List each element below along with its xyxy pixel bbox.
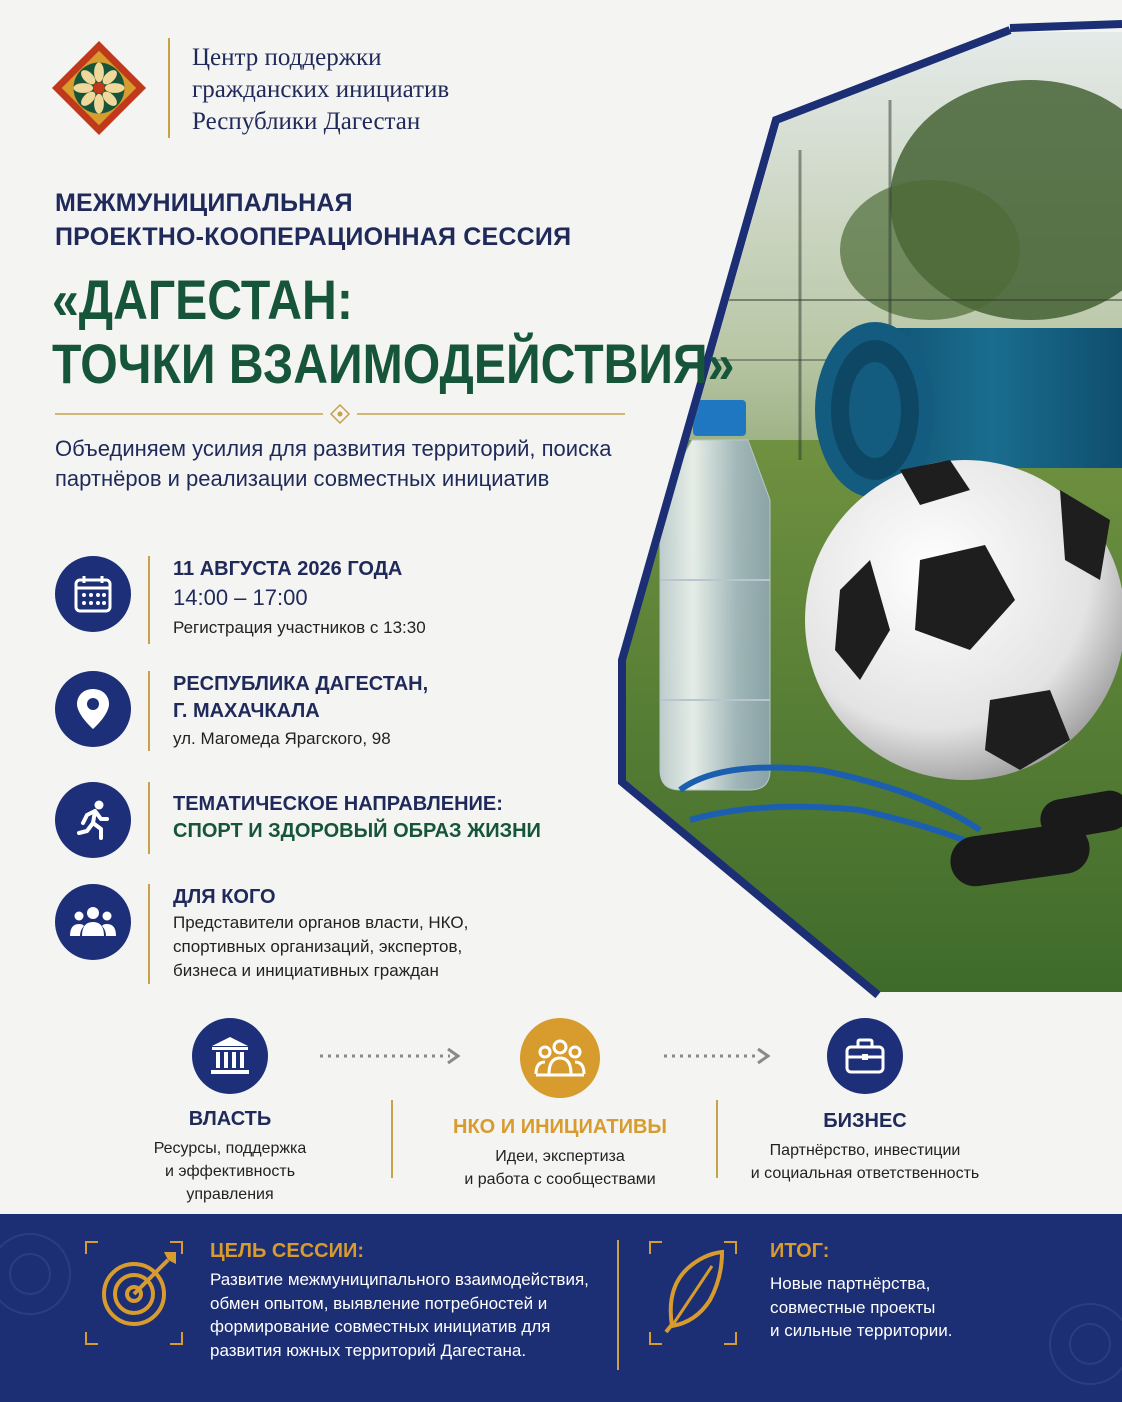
time-text: 14:00 – 17:00 (173, 585, 308, 610)
target-icon (98, 1248, 180, 1332)
location-pin-icon (55, 671, 131, 747)
registration-text: Регистрация участников с 13:30 (173, 618, 426, 637)
info-audience (55, 884, 635, 989)
desc-line: и эффективность (164, 1163, 296, 1180)
org-logo (50, 38, 148, 138)
stakeholder-desc (420, 1145, 700, 1191)
info-audience-text (173, 884, 633, 983)
goal-line: развития южных территорий Дагестана. (210, 1340, 527, 1360)
stakeholder-title: БИЗНЕС (823, 1110, 907, 1132)
stakeholder-business (730, 1018, 1000, 1185)
calendar-icon (55, 556, 131, 632)
org-name-line: Республики Дагестан (192, 108, 421, 135)
event-lead: Объединяем усилия для развития территорий, поиска партнёров и реализации совместных инициатив (55, 436, 612, 491)
desc-line: и работа с сообществами (464, 1171, 656, 1188)
result-title: ИТОГ: (770, 1240, 830, 1262)
info-date (55, 556, 635, 646)
logo-divider (168, 38, 170, 138)
stakeholder-divider (716, 1100, 718, 1178)
info-place-text (173, 671, 633, 751)
goal-title: ЦЕЛЬ СЕССИИ: (210, 1240, 364, 1262)
theme-label: ТЕМАТИЧЕСКОЕ НАПРАВЛЕНИЕ: (173, 793, 503, 815)
info-divider (148, 782, 150, 854)
stakeholder-desc (730, 1139, 1000, 1185)
community-group-icon (520, 1018, 600, 1098)
info-date-text (173, 556, 633, 640)
stakeholder-title: НКО И ИНИЦИАТИВЫ (453, 1116, 667, 1138)
subtitle-line: ПРОЕКТНО-КООПЕРАЦИОННАЯ СЕССИЯ (55, 223, 572, 251)
stakeholder-divider (391, 1100, 393, 1178)
info-theme (55, 782, 635, 872)
desc-line: и социальная ответственность (750, 1165, 980, 1182)
stakeholder-title: ВЛАСТЬ (188, 1108, 272, 1130)
government-building-icon (192, 1018, 268, 1094)
goal-line: Развитие межмуниципального взаимодействия, (210, 1270, 589, 1289)
place-line2: Г. МАХАЧКАЛА (173, 700, 320, 722)
result-text (770, 1272, 952, 1343)
desc-line: Идеи, экспертиза (495, 1148, 625, 1165)
audience-line: спортивных организаций, экспертов, (173, 937, 463, 956)
goal-text (210, 1268, 589, 1362)
org-name (192, 42, 449, 138)
band-divider (617, 1240, 619, 1370)
goal-line: обмен опытом, выявление потребностей и (210, 1293, 548, 1313)
stakeholder-desc (120, 1137, 340, 1206)
event-title (52, 268, 734, 396)
result-line: совместные проекты (770, 1297, 936, 1317)
info-divider (148, 884, 150, 984)
stakeholder-ngo (420, 1018, 700, 1191)
theme-value: СПОРТ И ЗДОРОВЫЙ ОБРАЗ ЖИЗНИ (173, 820, 541, 842)
info-place (55, 671, 635, 761)
subtitle-line: МЕЖМУНИЦИПАЛЬНАЯ (55, 189, 353, 217)
result-line: и сильные территории. (770, 1321, 953, 1340)
desc-line: управления (186, 1186, 274, 1203)
audience-label: ДЛЯ КОГО (173, 886, 276, 908)
place-line1: РЕСПУБЛИКА ДАГЕСТАН, (173, 673, 429, 695)
briefcase-icon (827, 1018, 903, 1094)
running-person-icon (55, 782, 131, 858)
date-text: 11 АВГУСТА 2026 ГОДА (173, 558, 403, 580)
event-subtitle (55, 186, 571, 254)
info-divider (148, 671, 150, 751)
address-text: ул. Магомеда Ярагского, 98 (173, 729, 391, 748)
info-divider (148, 556, 150, 644)
audience-line: Представители органов власти, НКО, (173, 913, 469, 932)
info-theme-text (173, 791, 633, 845)
stakeholder-government (120, 1018, 340, 1206)
org-name-line: Центр поддержки (192, 44, 382, 71)
result-line: Новые партнёрства, (770, 1274, 931, 1293)
ornament-divider (55, 404, 625, 424)
title-line: «ДАГЕСТАН: (52, 268, 353, 331)
desc-line: Ресурсы, поддержка (153, 1140, 307, 1157)
people-group-icon (55, 884, 131, 960)
leaf-icon (662, 1248, 726, 1334)
desc-line: Партнёрство, инвестиции (769, 1142, 961, 1159)
title-line: ТОЧКИ ВЗАИМОДЕЙСТВИЯ» (52, 332, 735, 395)
goal-line: формирование совместных инициатив для (210, 1317, 551, 1336)
audience-line: бизнеса и инициативных граждан (173, 961, 439, 980)
org-name-line: гражданских инициатив (192, 76, 450, 103)
